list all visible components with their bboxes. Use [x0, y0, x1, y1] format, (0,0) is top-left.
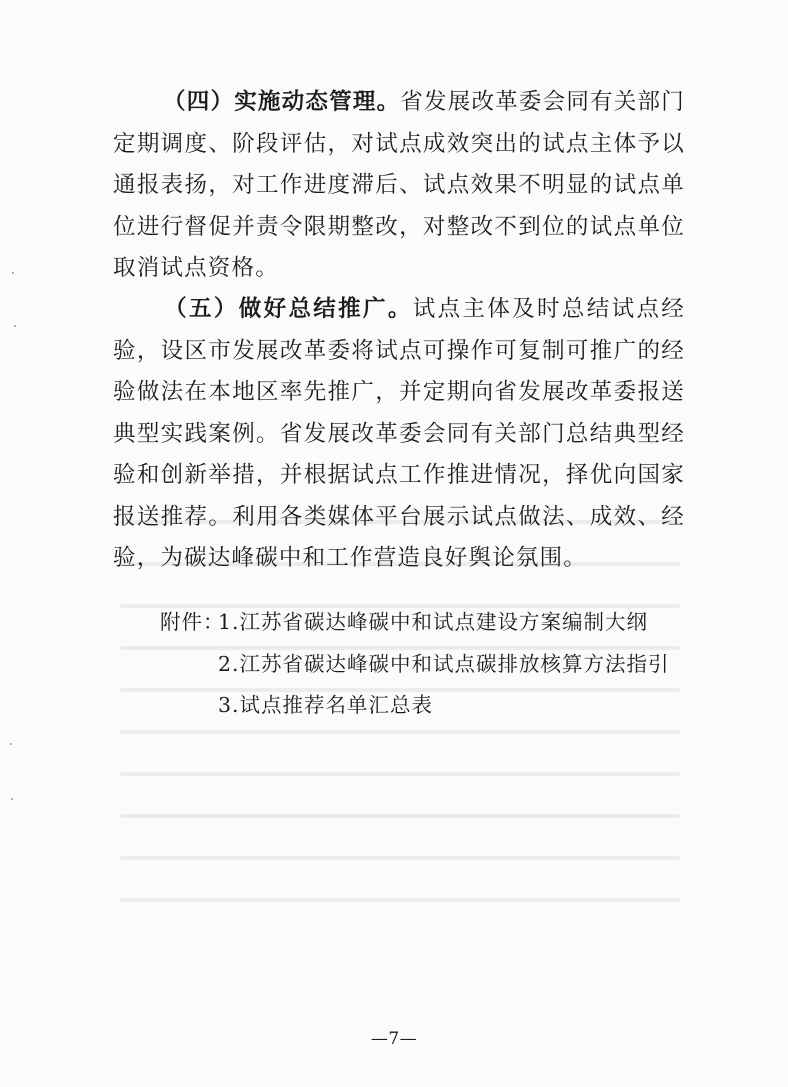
section-dynamic-management	[113, 82, 685, 290]
attachment-item: 3.试点推荐名单汇总表	[218, 693, 434, 717]
scan-speck	[11, 798, 13, 800]
scan-speck	[12, 272, 14, 274]
scan-speck	[10, 743, 12, 745]
section-summary-promotion	[113, 289, 685, 580]
attachments-label: 附件：	[160, 610, 225, 634]
section-heading: （五）做好总结推广。	[163, 296, 413, 322]
bleed-through-texture	[120, 520, 680, 990]
attachment-item: 1.江苏省碳达峰碳中和试点建设方案编制大纲	[218, 610, 649, 634]
section-body: 省发展改革委会同有关部门定期调度、阶段评估，对试点成效突出的试点主体予以通报表扬，对工作进度滞后、试点效果不明显的试点单位进行督促并责令限期整改，对整改不到位的试点单位取消试点资格。	[113, 89, 685, 281]
page-number: —7—	[370, 1029, 418, 1049]
section-body: 试点主体及时总结试点经验，设区市发展改革委将试点可操作可复制可推广的经验做法在本地区率先推广，并定期向省发展改革委报送典型实践案例。省发展改革委会同有关部门总结典型经验和创新举措，并根据试点工作推进情况，择优向国家报送推荐。利用各类媒体平台展示试点做法、成效、经验，为碳达峰碳中和工作营造良好舆论氛围。	[113, 296, 685, 571]
scan-speck	[14, 325, 16, 327]
section-heading: （四）实施动态管理。	[163, 89, 401, 115]
attachment-item: 2.江苏省碳达峰碳中和试点碳排放核算方法指引	[218, 652, 670, 676]
